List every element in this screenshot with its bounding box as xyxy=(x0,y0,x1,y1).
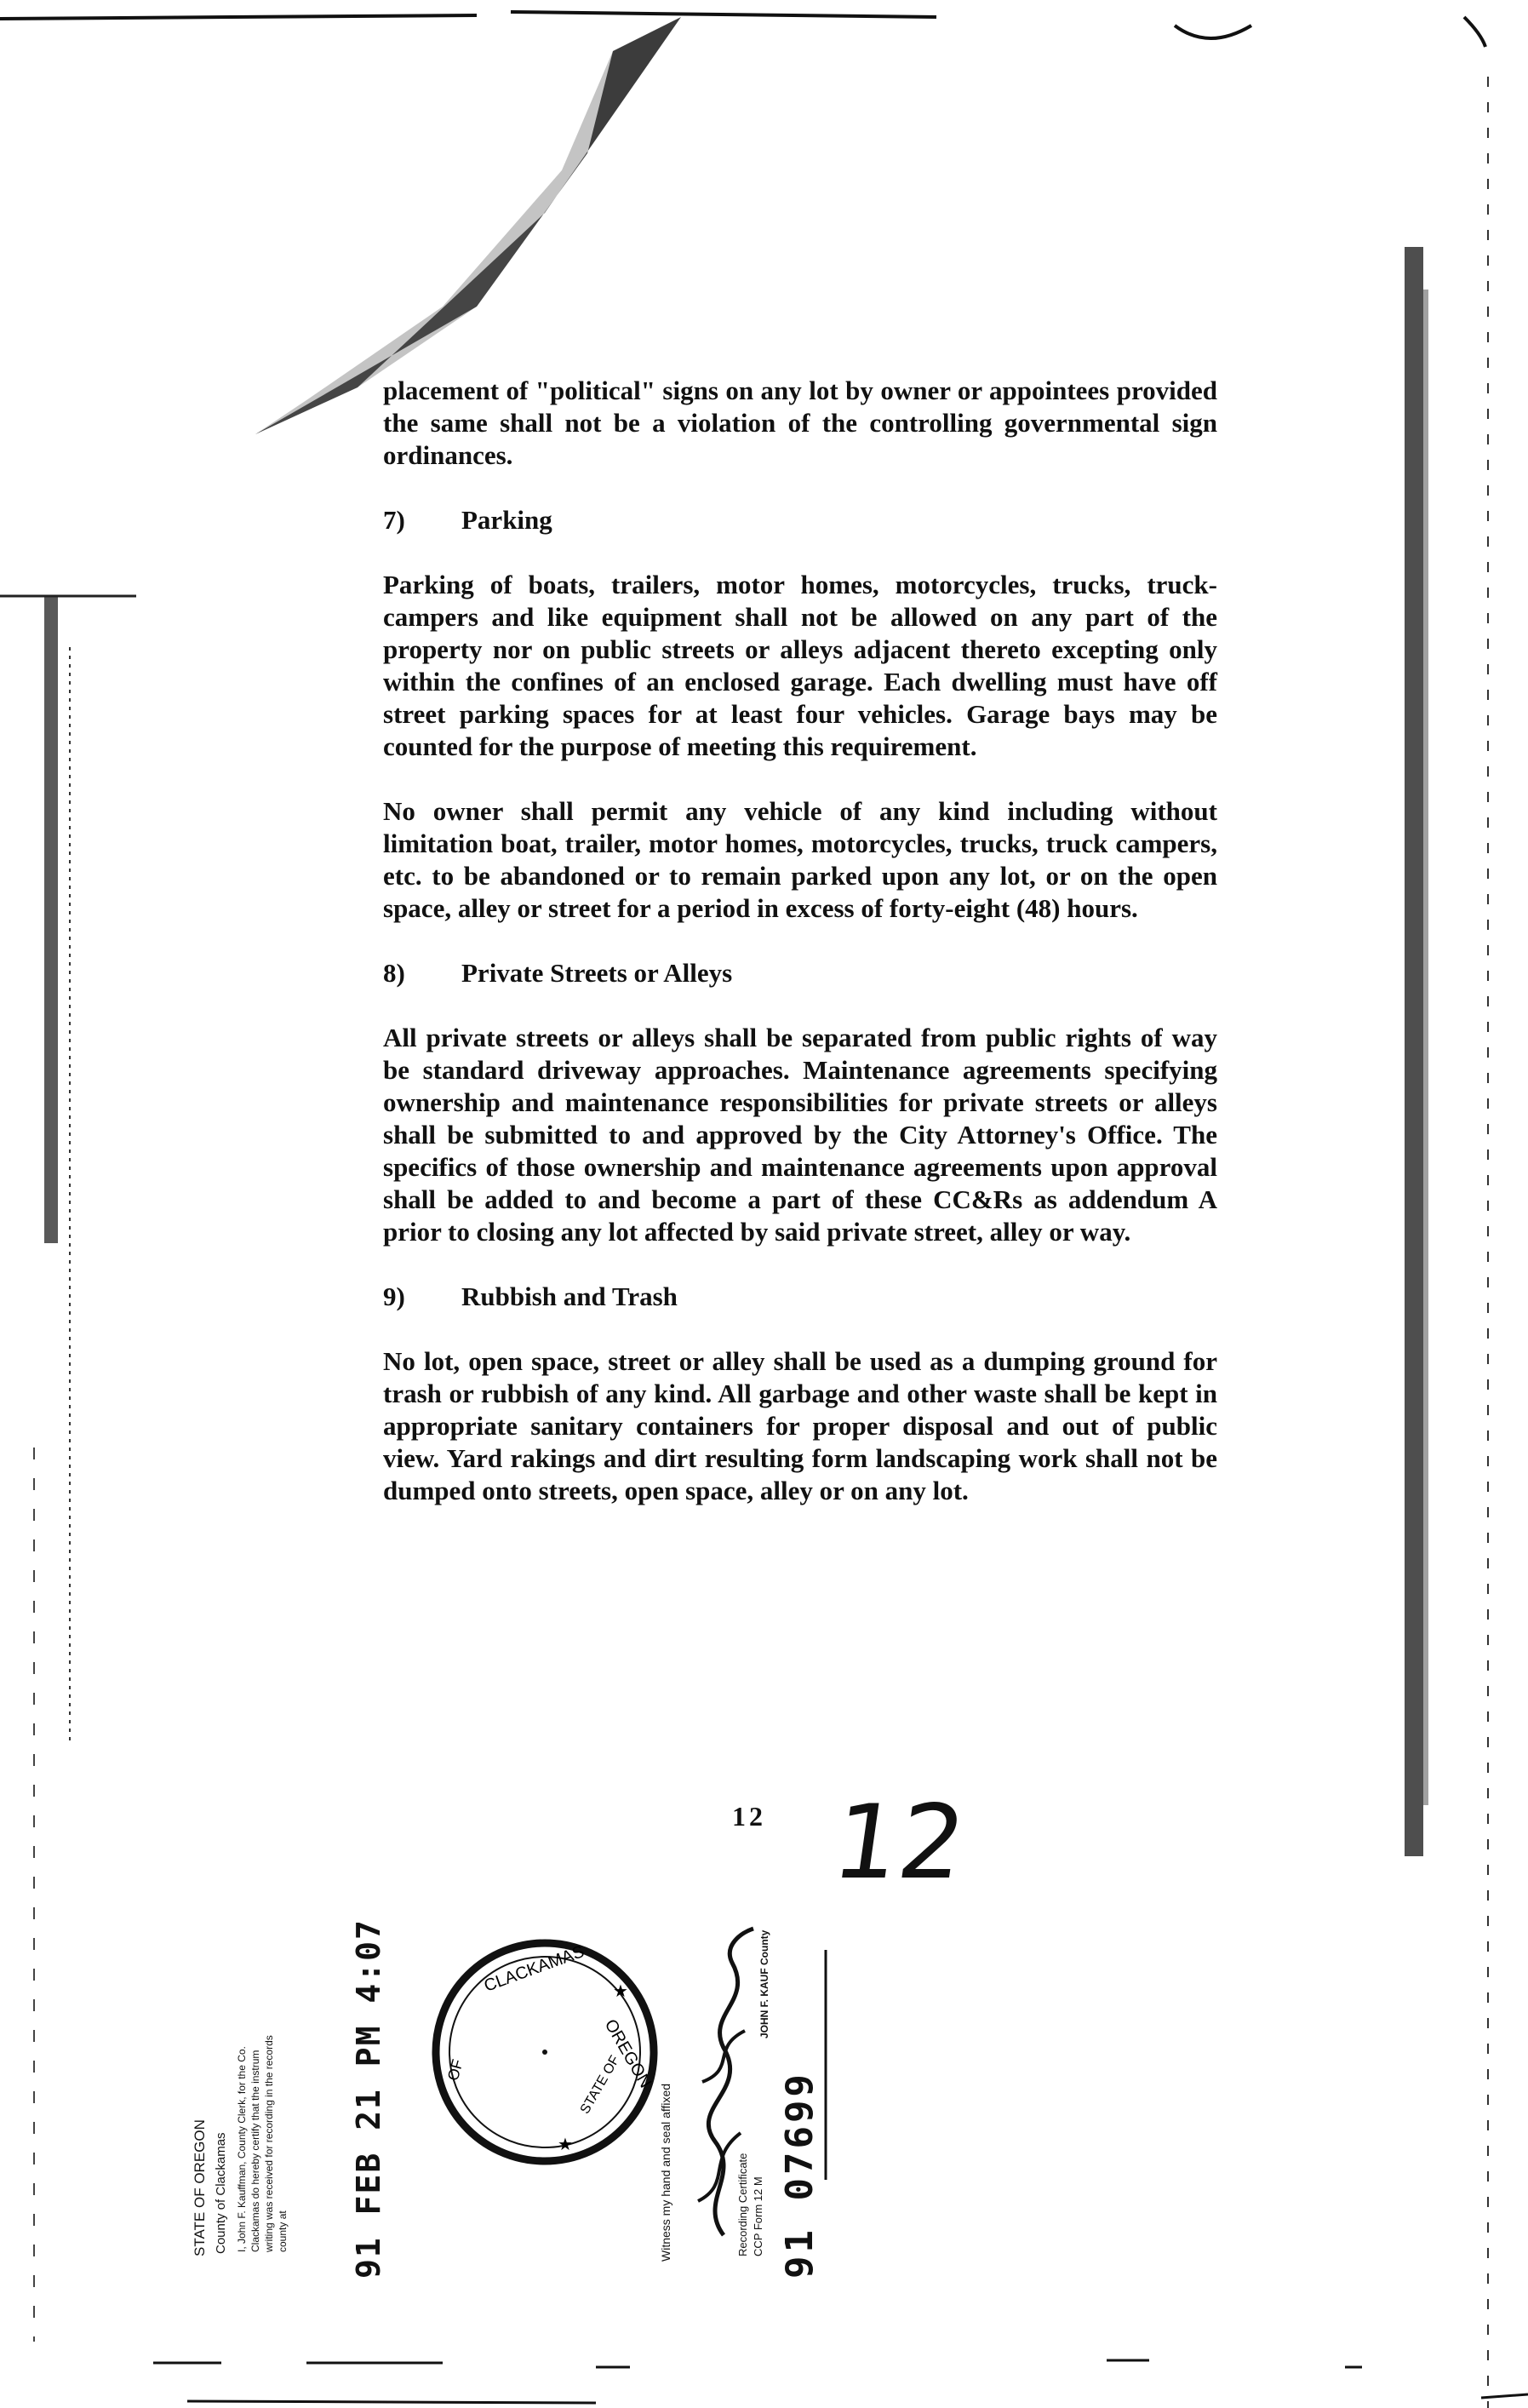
stamp-clerk-label: JOHN F. KAUF County xyxy=(758,1929,770,2038)
signature-text: John F. Kauffman xyxy=(672,1920,679,1921)
parking-paragraph-2: No owner shall permit any vehicle of any kind including without limitation boat, trailer, motor homes, motorcycles, trucks, truck campers, etc. to be abandoned or to remain parked upon any lot, or on the open space, alley or street for a period in excess of forty-eight (48) hours. xyxy=(383,796,1217,923)
right-edge-dark-band xyxy=(1405,247,1423,1856)
section-number: 7) xyxy=(383,505,405,535)
continuation-paragraph: placement of "political" signs on any lot by owner or appointees provided the same shall not be a violation of the controlling governmental sign ordinances. xyxy=(383,376,1217,470)
seal-star-icon: ★ xyxy=(613,1981,628,2001)
stamp-cert-line: Clackamas do hereby certify that the instrum xyxy=(249,2050,261,2252)
stamp-document-number: 91 07699 xyxy=(778,2071,821,2279)
stamp-recording-label: Recording Certificate xyxy=(736,2153,749,2256)
private-streets-paragraph: All private streets or alleys shall be separated from public rights of way be standard driveway approaches. Maintenance agreements specifying ownership and maintenance responsibilities for private streets or alleys shall be submitted to and approved by the City Attorney's Office. The specifics of those ownership and maintenance agreements upon approval shall be added to and become a part of these CC&Rs as addendum A prior to closing any lot affected by said private street, alley or way. xyxy=(383,1023,1217,1247)
top-right-mark xyxy=(1464,17,1485,47)
seal-star-icon: ★ xyxy=(558,2134,573,2154)
left-edge-dark-band xyxy=(44,596,58,1243)
top-edge-scribble xyxy=(0,12,1251,38)
section-number: 9) xyxy=(383,1281,405,1311)
section-heading-rubbish xyxy=(383,1281,1217,1313)
paragraph-gap xyxy=(383,763,1217,795)
stamp-cert-line: county at xyxy=(277,2210,289,2252)
county-seal xyxy=(430,1937,660,2167)
handwritten-page-number: 12 xyxy=(826,1784,973,1902)
stamp-cert-line: writing was received for recording in the records xyxy=(263,2035,275,2252)
document-body xyxy=(383,375,1217,1507)
stamp-cert-line: I, John F. Kauffman, County Clerk, for the Co. xyxy=(236,2046,248,2252)
section-number: 8) xyxy=(383,958,405,988)
stamp-recording-form: CCP Form 12 M xyxy=(752,2176,764,2256)
stamp-date-time: 91 FEB 21 PM 4:07 xyxy=(350,1918,387,2279)
section-heading-parking xyxy=(383,504,1217,536)
parking-paragraph-1: Parking of boats, trailers, motor homes, motorcycles, trucks, truck-campers and like equipment shall not be allowed on any part of the property nor on public streets or alleys adjacent thereto excepting only within the confines of an enclosed garage. Each dwelling must have off street parking spaces for at least four vehicles. Garage bays may be counted for the purpose of meeting this requirement. xyxy=(383,570,1217,761)
seal-text-bottom: STATE OF xyxy=(577,2053,623,2117)
bottom-edge-marks xyxy=(153,2360,1362,2367)
stamp-witness: Witness my hand and seal affixed xyxy=(659,2083,672,2262)
stamp-state: STATE OF OREGON xyxy=(192,2119,208,2256)
folded-corner-shadow xyxy=(255,17,681,434)
seal-text-left: OF xyxy=(444,2057,466,2083)
section-title: Rubbish and Trash xyxy=(461,1281,678,1311)
section-title: Private Streets or Alleys xyxy=(461,958,733,988)
section-heading-private-streets xyxy=(383,957,1217,989)
rubbish-paragraph: No lot, open space, street or alley shall be used as a dumping ground for trash or rubbish of any kind. All garbage and other waste shall be kept in appropriate sanitary containers for proper disposal and out of public view. Yard rakings and dirt resulting form landscaping work shall not be dumped onto streets, open space, alley or on any lot. xyxy=(383,1346,1217,1505)
bottom-edge-marks-2 xyxy=(187,2394,1528,2403)
stamp-county: County of Clackamas xyxy=(214,2132,228,2254)
section-title: Parking xyxy=(461,505,552,535)
seal-text-right: OREGON xyxy=(600,2015,655,2091)
page-number: 12 xyxy=(732,1801,766,1832)
right-edge-dark-band-2 xyxy=(1423,290,1428,1805)
seal-text-top: CLACKAMAS xyxy=(481,1941,587,1996)
